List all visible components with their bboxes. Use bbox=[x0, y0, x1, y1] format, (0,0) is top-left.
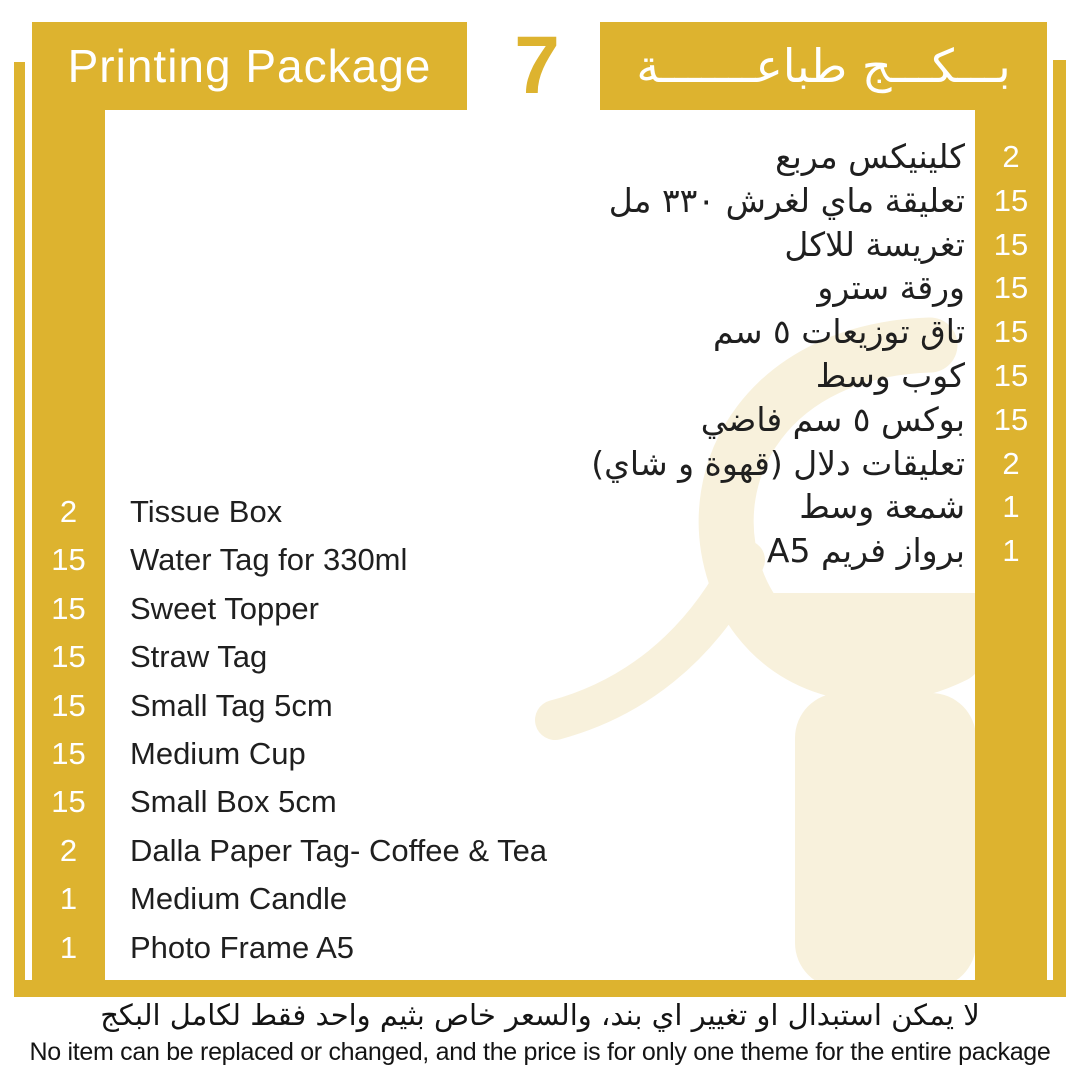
item-name-en: Straw Tag bbox=[130, 639, 268, 674]
item-row-ar bbox=[0, 310, 1080, 354]
item-row-ar bbox=[0, 442, 1080, 486]
item-row-en bbox=[0, 924, 1080, 972]
item-row-en bbox=[0, 827, 1080, 875]
item-row-en bbox=[0, 488, 1080, 536]
item-qty-en: 15 bbox=[51, 639, 86, 674]
frame-band-bottom bbox=[14, 980, 1066, 997]
item-row-ar bbox=[0, 179, 1080, 223]
item-row-ar bbox=[0, 266, 1080, 310]
item-row-en bbox=[0, 536, 1080, 584]
item-name-ar: شمعة وسط bbox=[799, 487, 965, 526]
page-title-en: Printing Package bbox=[67, 40, 432, 92]
item-row-ar bbox=[0, 354, 1080, 398]
item-row-ar bbox=[0, 135, 1080, 179]
item-qty-ar: 1 bbox=[1002, 489, 1020, 524]
item-row-en bbox=[0, 633, 1080, 681]
item-row-en bbox=[0, 730, 1080, 778]
item-row-en bbox=[0, 875, 1080, 923]
item-name-en: Dalla Paper Tag- Coffee & Tea bbox=[130, 833, 548, 868]
item-qty-ar: 2 bbox=[1002, 446, 1020, 481]
item-name-ar: كلينيكس مربع bbox=[775, 137, 965, 176]
title-banner-ar bbox=[600, 22, 1047, 110]
item-name-en: Small Box 5cm bbox=[130, 784, 337, 819]
item-name-en: Water Tag for 330ml bbox=[130, 542, 408, 577]
item-qty-en: 15 bbox=[51, 784, 86, 819]
item-name-en: Photo Frame A5 bbox=[130, 930, 355, 965]
item-name-ar: بوكس ٥ سم فاضي bbox=[700, 400, 965, 439]
item-row-en bbox=[0, 585, 1080, 633]
item-qty-en: 2 bbox=[59, 833, 78, 868]
item-qty-en: 15 bbox=[51, 736, 86, 771]
disclaimer-ar: لا يمكن استبدال او تغيير اي بند، والسعر خاص بثيم واحد فقط لكامل البكج bbox=[100, 998, 980, 1032]
disclaimer-en: No item can be replaced or changed, and the price is for only one theme for the entire package bbox=[29, 1038, 1051, 1066]
item-qty-ar: 15 bbox=[993, 183, 1029, 218]
item-qty-en: 1 bbox=[59, 881, 78, 916]
item-row-en bbox=[0, 778, 1080, 826]
item-row-ar bbox=[0, 223, 1080, 267]
item-qty-ar: 15 bbox=[993, 358, 1029, 393]
item-name-ar: تعليقة ماي لغرش ٣٣٠ مل bbox=[608, 181, 965, 220]
item-name-ar: تاق توزيعات ٥ سم bbox=[712, 312, 965, 351]
item-qty-en: 1 bbox=[59, 930, 78, 965]
item-name-ar: تعليقات دلال (قهوة و شاي) bbox=[591, 444, 965, 483]
page-title-ar: بـــكـــج طباعـــــــة bbox=[636, 39, 1011, 93]
item-qty-en: 2 bbox=[59, 494, 78, 529]
item-qty-en: 15 bbox=[51, 542, 86, 577]
item-name-en: Medium Cup bbox=[130, 736, 306, 771]
item-name-en: Tissue Box bbox=[130, 494, 283, 529]
item-row-en bbox=[0, 682, 1080, 730]
item-qty-ar: 15 bbox=[993, 270, 1029, 305]
item-qty-en: 15 bbox=[51, 688, 86, 723]
item-qty-ar: 2 bbox=[1002, 139, 1020, 174]
item-name-en: Sweet Topper bbox=[130, 591, 319, 626]
package-number: 7 bbox=[514, 20, 560, 111]
item-qty-ar: 15 bbox=[993, 402, 1029, 437]
item-qty-ar: 15 bbox=[993, 227, 1029, 262]
item-name-ar: ورقة سترو bbox=[817, 268, 965, 307]
item-qty-ar: 15 bbox=[993, 314, 1029, 349]
item-qty-ar: 1 bbox=[1002, 533, 1020, 568]
item-qty-en: 15 bbox=[51, 591, 86, 626]
item-name-en: Medium Candle bbox=[130, 881, 348, 916]
item-row-ar bbox=[0, 398, 1080, 442]
title-banner-en bbox=[32, 22, 467, 110]
item-name-en: Small Tag 5cm bbox=[130, 688, 333, 723]
item-name-ar: تغريسة للاكل bbox=[784, 225, 965, 264]
item-name-ar: برواز فريم A5 bbox=[766, 531, 965, 570]
item-name-ar: كوب وسط bbox=[815, 356, 965, 395]
